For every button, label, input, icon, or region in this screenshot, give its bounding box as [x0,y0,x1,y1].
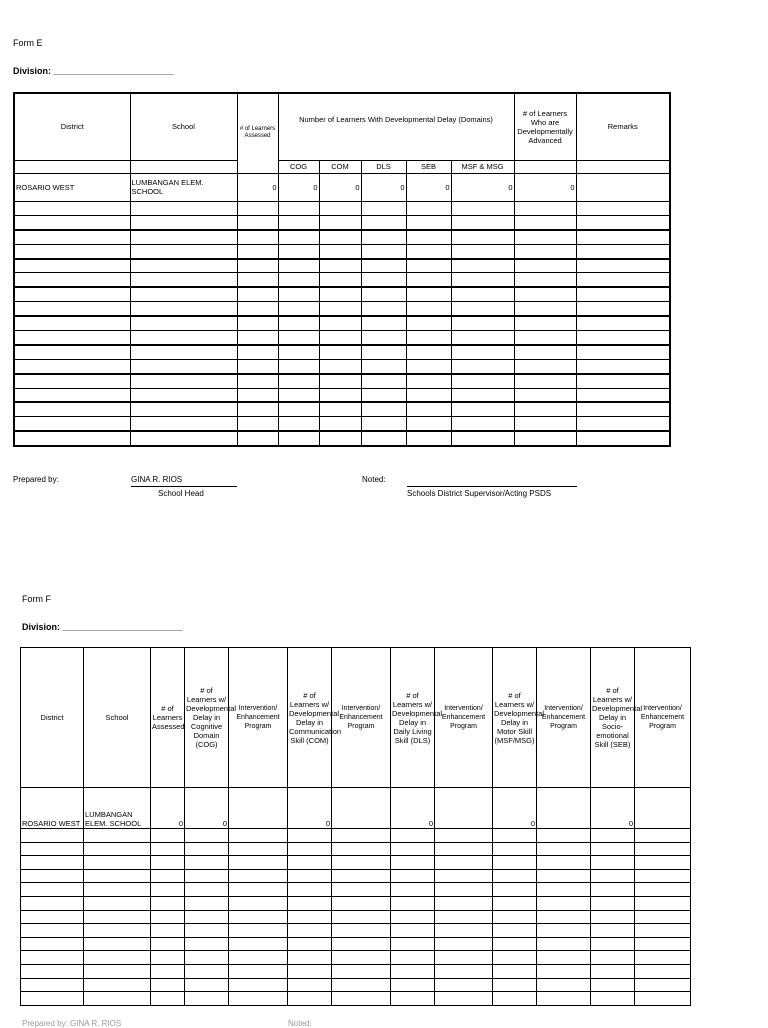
form-f-prepared-partial: Prepared by: GINA R. RIOS [22,1019,122,1028]
f-row-com: 0 [288,788,332,829]
row-seb: 0 [406,173,451,201]
table-row [14,331,670,345]
domain-dls: DLS [361,160,406,173]
table-row [14,402,670,416]
form-f-title: Form F [22,594,51,604]
table-row [21,910,691,924]
f-header-assessed: # of Learners Assessed [151,648,185,788]
table-row [21,829,691,843]
signature-line [407,486,577,487]
signature-line [131,486,237,487]
domain-msf-msg: MSF & MSG [451,160,514,173]
table-row [21,842,691,856]
table-row [14,244,670,258]
form-e-noted-label: Noted: [362,475,386,484]
table-row [21,788,691,829]
header-delay-group: Number of Learners With Developmental Delay (Domains) [278,93,514,160]
f-header-intervention-dls: Intervention/ Enhancement Program [435,648,493,788]
table-row [14,417,670,431]
table-row [14,359,670,373]
row-dls: 0 [361,173,406,201]
table-row [21,856,691,870]
f-header-com: # of Learners w/ Developmental Delay in Communication Skill (COM) [288,648,332,788]
form-f-table [20,647,691,1006]
table-row [14,431,670,445]
form-e-title: Form E [13,38,43,48]
table-row [21,883,691,897]
table-row [14,259,670,273]
f-row-cog: 0 [185,788,229,829]
f-row-msf: 0 [493,788,537,829]
domain-cog: COG [278,160,319,173]
f-header-msf: # of Learners w/ Developmental Delay in Motor Skill (MSF/MSG) [493,648,537,788]
table-row [21,964,691,978]
row-district: ROSARIO WEST [14,173,130,201]
header-assessed: # of Learners Assessed [237,93,278,173]
table-row [21,869,691,883]
f-header-intervention-com: Intervention/ Enhancement Program [332,648,391,788]
f-header-cog: # of Learners w/ Developmental Delay in Cognitive Domain (COG) [185,648,229,788]
form-e-prepared-label: Prepared by: [13,475,59,484]
f-row-seb: 0 [591,788,635,829]
table-row [14,302,670,316]
row-com: 0 [319,173,361,201]
domain-com: COM [319,160,361,173]
table-row [21,978,691,992]
form-e-table [13,92,671,447]
header-advanced: # of Learners Who are Developmentally Advanced [514,93,576,160]
form-e-division-label: Division: ________________________ [13,66,174,76]
f-header-district: District [21,648,84,788]
f-row-district: ROSARIO WEST [21,788,84,829]
table-row [14,230,670,244]
row-school: LUMBANGAN ELEM. SCHOOL [130,173,237,201]
table-row [21,992,691,1006]
table-row [14,173,670,201]
header-school: School [130,93,237,160]
header-district: District [14,93,130,160]
form-e-prepared-title: School Head [158,489,204,498]
form-e-prepared-name: GINA R. RIOS [131,475,183,484]
row-assessed: 0 [237,173,278,201]
table-row [14,287,670,301]
f-row-dls: 0 [391,788,435,829]
f-header-dls: # of Learners w/ Developmental Delay in Daily Living Skill (DLS) [391,648,435,788]
row-cog: 0 [278,173,319,201]
f-header-intervention-cog: Intervention/ Enhancement Program [229,648,288,788]
table-row [14,273,670,287]
table-row [14,215,670,229]
f-header-intervention-msf: Intervention/ Enhancement Program [537,648,591,788]
f-header-seb: # of Learners w/ Developmental Delay in Socio-emotional Skill (SEB) [591,648,635,788]
form-f-noted-partial: Noted: [288,1019,312,1028]
table-row [14,201,670,215]
table-row [14,345,670,359]
table-row [21,937,691,951]
row-advanced: 0 [514,173,576,201]
form-e-noted-title: Schools District Supervisor/Acting PSDS [407,489,552,498]
f-row-school: LUMBANGAN ELEM. SCHOOL [84,788,151,829]
f-header-intervention-seb: Intervention/ Enhancement Program [635,648,691,788]
table-row [21,924,691,938]
table-row [14,388,670,402]
table-row [21,896,691,910]
f-row-assessed: 0 [151,788,185,829]
table-row [14,316,670,330]
table-row [21,951,691,965]
header-remarks: Remarks [576,93,670,160]
table-row [14,374,670,388]
domain-seb: SEB [406,160,451,173]
row-msf: 0 [451,173,514,201]
f-header-school: School [84,648,151,788]
form-f-division-label: Division: ________________________ [22,622,183,632]
